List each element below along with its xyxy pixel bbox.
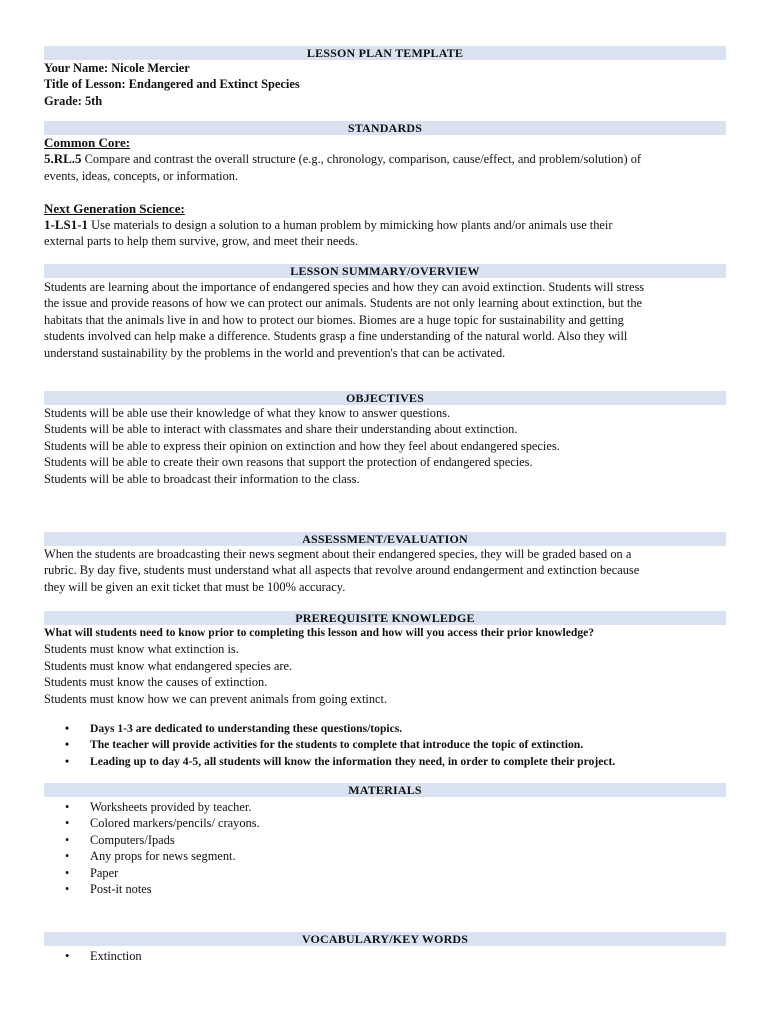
standards-band — [44, 121, 726, 135]
list-item: • The teacher will provide activities for the students to complete that introduce the topic of extinction. — [44, 737, 726, 753]
prerequisite-band — [44, 611, 726, 625]
your-name-line: Your Name: Nicole Mercier — [44, 61, 190, 75]
bullet-icon: • — [65, 754, 70, 768]
assessment-line: they will be given an exit ticket that must be 100% accuracy. — [44, 579, 346, 594]
assessment-line: When the students are broadcasting their news segment about their endangered species, they will be graded based on a — [44, 547, 632, 561]
list-item: • Post-it notes — [65, 882, 152, 897]
objectives-band — [44, 391, 726, 405]
ngss-text-cont: external parts to help them survive, grow, and meet their needs. — [44, 234, 359, 249]
bullet-icon: • — [65, 849, 70, 864]
prerequisite-line: Students must know what extinction is. — [44, 642, 239, 657]
vocabulary-band — [44, 932, 726, 946]
summary-section — [44, 279, 726, 361]
bullet-icon: • — [65, 865, 70, 880]
vocabulary-section — [44, 948, 726, 964]
objective-line: Students will be able to interact with classmates and share their understanding about extinction. — [44, 422, 518, 437]
summary-title: LESSON SUMMARY/OVERVIEW — [290, 264, 480, 278]
prerequisite-line: Students must know what endangered species are. — [44, 658, 293, 673]
standards-title: STANDARDS — [347, 121, 423, 135]
materials-section — [44, 799, 726, 897]
prerequisite-bullets — [44, 721, 726, 770]
summary-line: habitats that the animals live in and how to protect our biomes. Biomes are a huge topic for sustainability and getting — [44, 312, 624, 327]
bullet-icon: • — [65, 882, 70, 897]
common-core-code: 5.RL.5 — [44, 151, 82, 167]
objective-line: Students will be able to broadcast their information to the class. — [44, 471, 360, 486]
summary-line: students involved can help make a difference. Students grasp a fine understanding of the natural world. Also they will — [44, 329, 628, 344]
lesson-info — [44, 60, 726, 109]
summary-line: Students are learning about the importance of endangered species and how they can avoid extinction. Students will stress — [44, 280, 645, 294]
summary-line: understand sustainability by the problems in the world and prevention's that can be activated. — [44, 345, 506, 360]
assessment-line: rubric. By day five, students must understand what all aspects that revolve around endangerment and extinction because — [44, 563, 640, 578]
objective-line: Students will be able use their knowledge of what they know to answer questions. — [44, 406, 451, 420]
list-item: • Worksheets provided by teacher. — [65, 800, 252, 814]
materials-band — [44, 783, 726, 797]
assessment-title: ASSESSMENT/EVALUATION — [302, 532, 468, 546]
list-item: • Colored markers/pencils/ crayons. — [65, 816, 260, 831]
list-item: • Extinction — [65, 949, 142, 963]
list-item: • Leading up to day 4-5, all students will know the information they need, in order to complete their project. — [44, 754, 726, 770]
prerequisite-title: PREREQUISITE KNOWLEDGE — [295, 611, 475, 625]
prerequisite-section — [44, 625, 726, 707]
list-item: • Paper — [65, 865, 119, 880]
materials-title: MATERIALS — [348, 783, 422, 797]
bullet-icon: • — [65, 800, 70, 814]
standards-section — [44, 135, 726, 250]
vocabulary-title: VOCABULARY/KEY WORDS — [301, 932, 469, 946]
summary-line: the issue and provide reasons of how we can protect our animals. Students are not only learning about extinction, but the — [44, 296, 643, 311]
ngss-heading: Next Generation Science: — [44, 200, 185, 216]
ngss-text: Use materials to design a solution to a human problem by mimicking how plants and/or animals use their — [88, 218, 613, 233]
grade-line: Grade: 5th — [44, 93, 103, 108]
objectives-section — [44, 405, 726, 487]
objective-line: Students will be able to create their own reasons that support the protection of endangered species. — [44, 455, 533, 470]
bullet-icon: • — [65, 722, 70, 735]
prerequisite-line: Students must know how we can prevent animals from going extinct. — [44, 691, 388, 706]
common-core-text: Compare and contrast the overall structure (e.g., chronology, comparison, cause/effect, and problem/solution) of — [81, 152, 642, 167]
list-item: • Days 1-3 are dedicated to understanding these questions/topics. — [44, 721, 726, 737]
prerequisite-question: What will students need to know prior to completing this lesson and how will you access their prior knowledge? — [44, 626, 595, 639]
common-core-heading: Common Core: — [44, 135, 131, 150]
objectives-title: OBJECTIVES — [345, 391, 425, 405]
list-item: • Any props for news segment. — [65, 849, 236, 864]
common-core-text-cont: events, ideas, concepts, or information. — [44, 168, 239, 183]
assessment-band — [44, 532, 726, 546]
prerequisite-line: Students must know the causes of extinction. — [44, 675, 268, 690]
lesson-plan-title-band — [44, 46, 726, 60]
ngss-code: 1-LS1-1 — [44, 217, 89, 233]
assessment-section — [44, 546, 726, 595]
list-item: • Computers/Ipads — [65, 832, 175, 847]
bullet-icon: • — [65, 832, 70, 847]
bullet-icon: • — [65, 738, 70, 752]
lesson-title-line: Title of Lesson: Endangered and Extinct Species — [44, 77, 300, 92]
bullet-icon: • — [65, 949, 70, 963]
objective-line: Students will be able to express their opinion on extinction and how they feel about endangered species. — [44, 438, 560, 453]
bullet-icon: • — [65, 816, 70, 831]
summary-band — [44, 264, 726, 278]
lesson-plan-title: LESSON PLAN TEMPLATE — [306, 46, 464, 60]
